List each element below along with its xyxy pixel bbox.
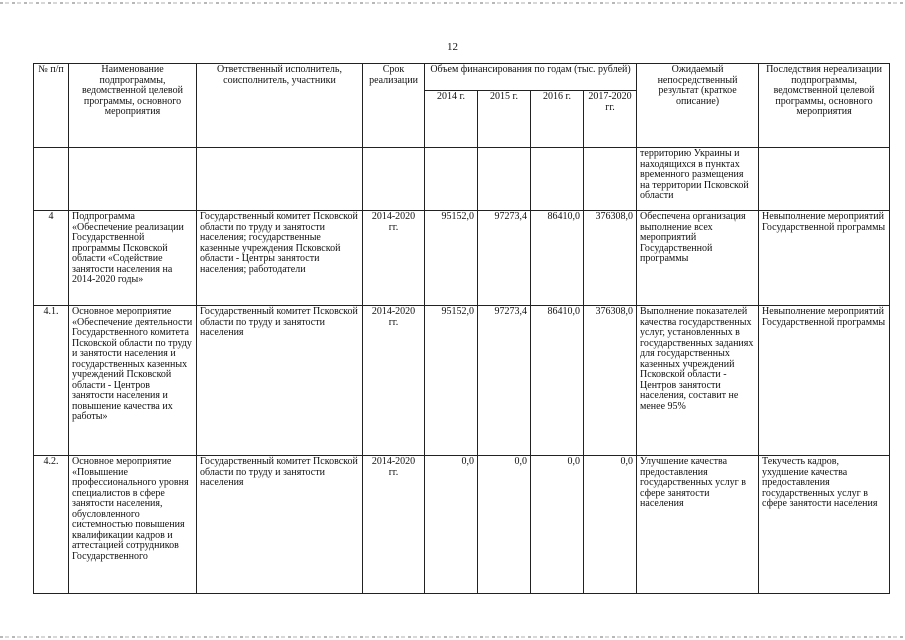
row-name	[69, 148, 197, 211]
row-period: 2014-2020 гг.	[363, 211, 425, 306]
row-consequences	[759, 148, 890, 211]
row-result: Обеспечена организация выполнение всех мероприятий Государственной программы	[637, 211, 759, 306]
scan-edge-bottom	[0, 636, 905, 638]
header-year-2016: 2016 г.	[531, 91, 584, 148]
row-executor: Государственный комитет Псковской области по труду и занятости населения; государственные казенные учреждения Псковской области - Центры занятости населения; работодатели	[197, 211, 363, 306]
row-funding-2017-2020	[584, 148, 637, 211]
program-table	[33, 63, 890, 594]
table-row	[34, 306, 890, 456]
row-name: Подпрограмма «Обеспечение реализации Государственной программы Псковской области «Содействие занятости населения на 2014-2020 годы»	[69, 211, 197, 306]
scan-edge-top	[0, 2, 905, 4]
table-row	[34, 148, 890, 211]
row-executor: Государственный комитет Псковской области по труду и занятости населения	[197, 456, 363, 594]
row-result: Выполнение показателей качества государственных услуг, установленных в государственных заданиях для государственных казенных учреждений Псковской области - Центров занятости населения, составит не менее 95%	[637, 306, 759, 456]
header-year-2017-2020: 2017-2020 гг.	[584, 91, 637, 148]
table-row	[34, 456, 890, 594]
row-funding-2014	[425, 148, 478, 211]
row-consequences: Невыполнение мероприятий Государственной программы	[759, 211, 890, 306]
table-row	[34, 211, 890, 306]
row-name: Основное мероприятие «Обеспечение деятельности Государственного комитета Псковской области по труду и занятости населения и государственных казенных учреждений Псковской области - Центров занятости населения и повышение качества их работы»	[69, 306, 197, 456]
row-funding-2016: 0,0	[531, 456, 584, 594]
row-consequences: Невыполнение мероприятий Государственной программы	[759, 306, 890, 456]
row-num: 4.1.	[34, 306, 69, 456]
row-funding-2016: 86410,0	[531, 211, 584, 306]
row-funding-2017-2020: 0,0	[584, 456, 637, 594]
row-num: 4	[34, 211, 69, 306]
row-period: 2014-2020 гг.	[363, 456, 425, 594]
header-executor: Ответственный исполнитель, соисполнитель, участники	[197, 64, 363, 148]
header-num: № п/п	[34, 64, 69, 148]
header-year-2014: 2014 г.	[425, 91, 478, 148]
table-header-row	[34, 64, 890, 91]
row-funding-2016	[531, 148, 584, 211]
page-number: 12	[447, 41, 458, 53]
header-result: Ожидаемый непосредственный результат (краткое описание)	[637, 64, 759, 148]
row-period: 2014-2020 гг.	[363, 306, 425, 456]
row-name: Основное мероприятие «Повышение профессионального уровня специалистов в сфере занятости населения, обусловленного системностью повышения квалификации кадров и аттестацией сотрудников Государственного	[69, 456, 197, 594]
row-funding-2016: 86410,0	[531, 306, 584, 456]
header-year-2015: 2015 г.	[478, 91, 531, 148]
row-executor	[197, 148, 363, 211]
row-funding-2014: 0,0	[425, 456, 478, 594]
row-funding-2015: 97273,4	[478, 306, 531, 456]
row-funding-2014: 95152,0	[425, 306, 478, 456]
row-funding-2015: 0,0	[478, 456, 531, 594]
row-funding-2017-2020: 376308,0	[584, 306, 637, 456]
row-consequences: Текучесть кадров, ухудшение качества предоставления государственных услуг в сфере занятости населения	[759, 456, 890, 594]
header-funding: Объем финансирования по годам (тыс. рублей)	[425, 64, 637, 91]
row-result: Улучшение качества предоставления государственных услуг в сфере занятости населения	[637, 456, 759, 594]
row-result: территорию Украины и находящихся в пунктах временного размещения на территории Псковской области	[637, 148, 759, 211]
row-period	[363, 148, 425, 211]
header-consequences: Последствия нереализации подпрограммы, ведомственной целевой программы, основного мероприятия	[759, 64, 890, 148]
header-period: Срок реализации	[363, 64, 425, 148]
row-funding-2015	[478, 148, 531, 211]
row-executor: Государственный комитет Псковской области по труду и занятости населения	[197, 306, 363, 456]
row-funding-2017-2020: 376308,0	[584, 211, 637, 306]
row-funding-2014: 95152,0	[425, 211, 478, 306]
header-name: Наименование подпрограммы, ведомственной целевой программы, основного мероприятия	[69, 64, 197, 148]
row-num: 4.2.	[34, 456, 69, 594]
row-funding-2015: 97273,4	[478, 211, 531, 306]
row-num	[34, 148, 69, 211]
